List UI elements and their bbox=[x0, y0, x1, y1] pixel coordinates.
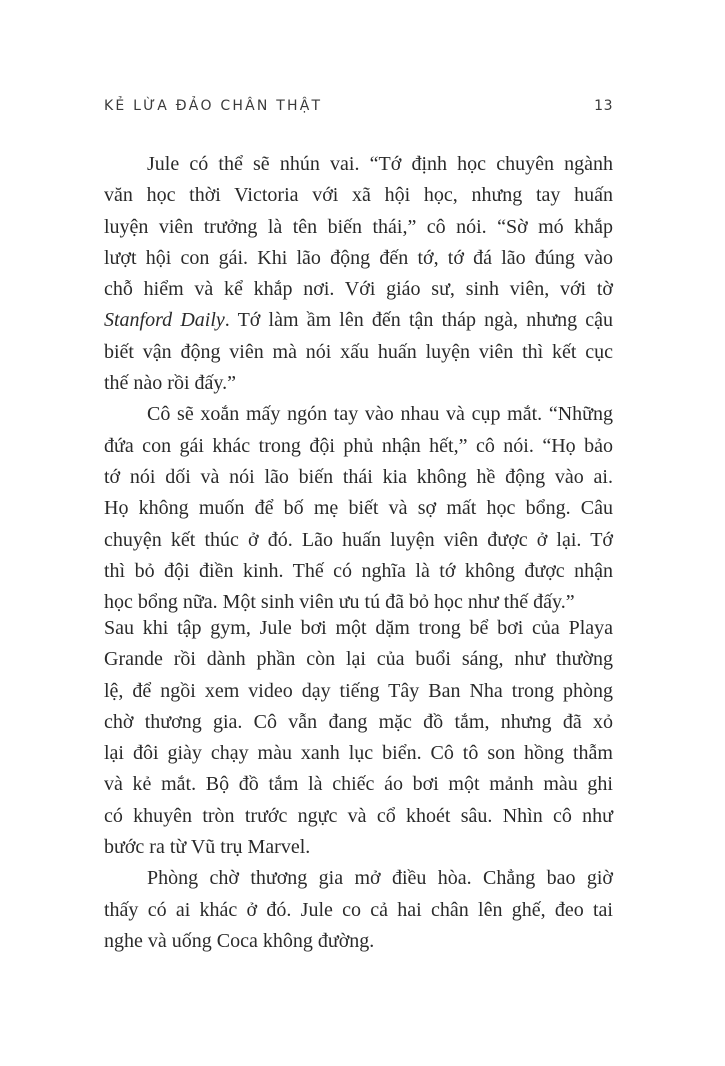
text-block-bottom bbox=[104, 613, 613, 957]
text-line: và kẻ mắt. Bộ đồ tắm là chiếc áo bơi một mảnh màu ghi bbox=[104, 773, 613, 796]
text-line: chỗ hiểm và kể khắp nơi. Với giáo sư, sinh viên, với tờ bbox=[104, 278, 613, 301]
text-line: có khuyên tròn trước ngực và cổ khoét sâu. Nhìn cô như bbox=[104, 804, 613, 827]
text-line: văn học thời Victoria với xã hội học, nhưng tay huấn bbox=[104, 184, 613, 207]
book-title: KẺ LỪA ĐẢO CHÂN THẬT bbox=[104, 98, 323, 114]
text-line: thì bỏ đội điền kinh. Thế có nghĩa là tớ không được nhận bbox=[104, 559, 613, 582]
text-block-top bbox=[104, 149, 613, 618]
text-line: luyện viên trưởng là tên biến thái,” cô nói. “Sờ mó khắp bbox=[104, 215, 613, 238]
text-line: lượt hội con gái. Khi lão động đến tớ, tớ đá lão đúng vào bbox=[104, 246, 613, 269]
text-line: Cô sẽ xoắn mấy ngón tay vào nhau và cụp mắt. “Những bbox=[147, 403, 613, 426]
text-line: Họ không muốn để bố mẹ biết và sợ mất học bổng. Câu bbox=[104, 497, 613, 520]
text-line: đứa con gái khác trong đội phủ nhận hết,” cô nói. “Họ bảo bbox=[104, 434, 613, 457]
text-line: học bổng nữa. Một sinh viên ưu tú đã bỏ học như thế đấy.” bbox=[104, 591, 575, 614]
text-line: Sau khi tập gym, Jule bơi một dặm trong bể bơi của Playa bbox=[104, 617, 613, 639]
text-line: tớ nói dối và nói lão biến thái kia không hề động vào ai. bbox=[104, 465, 613, 488]
running-header bbox=[104, 98, 613, 118]
text-line: chuyện kết thúc ở đó. Lão huấn luyện viên được ở lại. Tớ bbox=[104, 528, 613, 551]
text-line: Phòng chờ thương gia mở điều hòa. Chẳng bao giờ bbox=[147, 867, 613, 890]
text-line: lệ, để ngồi xem video dạy tiếng Tây Ban Nha trong phòng bbox=[104, 679, 613, 702]
text-line: Grande rồi dành phần còn lại của buổi sáng, như thường bbox=[104, 648, 613, 671]
text-line: Jule có thể sẽ nhún vai. “Tớ định học chuyên ngành bbox=[147, 153, 613, 175]
text-line: lại đôi giày chạy màu xanh lục biển. Cô tô son hồng thẫm bbox=[104, 742, 613, 765]
newspaper-title: Stanford Daily bbox=[104, 309, 225, 332]
text-line: chờ thương gia. Cô vẫn đang mặc đồ tắm, nhưng đã xỏ bbox=[104, 710, 613, 733]
text-line: thế nào rồi đấy.” bbox=[104, 372, 236, 395]
text-line: biết vận động viên mà nói xấu huấn luyện viên thì kết cục bbox=[104, 340, 613, 363]
text-line: nghe và uống Coca không đường. bbox=[104, 929, 375, 952]
text-line: thấy có ai khác ở đó. Jule co cả hai chân lên ghế, đeo tai bbox=[104, 898, 613, 921]
text-line bbox=[104, 305, 613, 336]
text-line: bước ra từ Vũ trụ Marvel. bbox=[104, 836, 311, 859]
text-line-rest: . Tớ làm ầm lên đến tận tháp ngà, nhưng cậu bbox=[224, 309, 613, 332]
page-number: 13 bbox=[594, 98, 613, 114]
